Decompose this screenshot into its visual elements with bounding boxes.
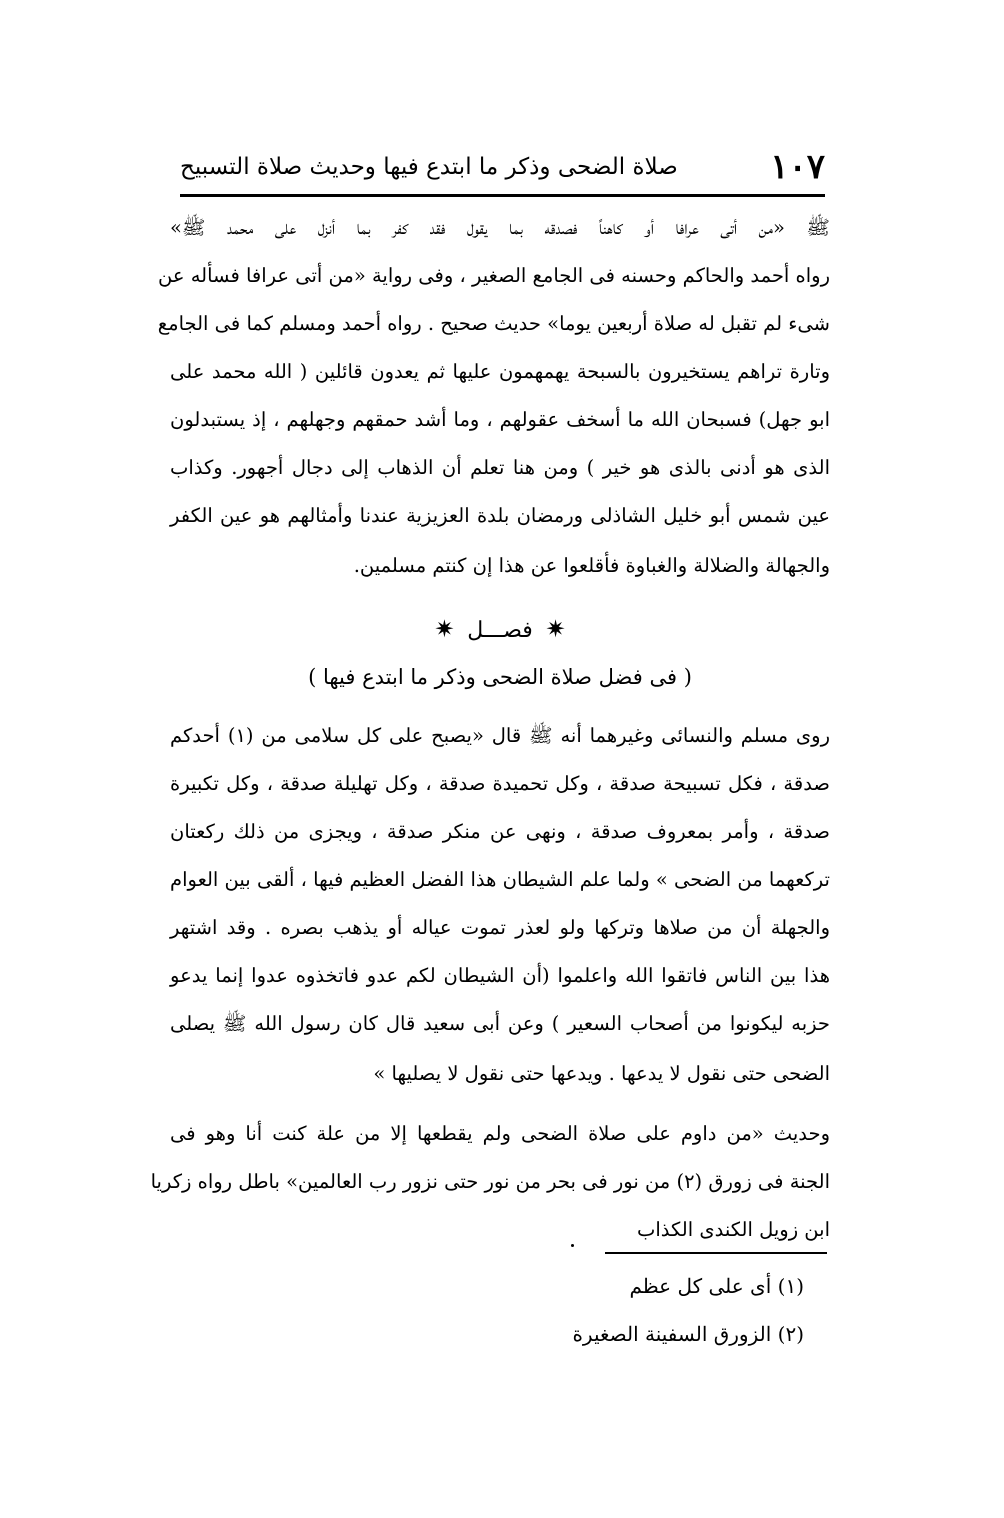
- fasl-label: فصـــل: [467, 618, 533, 643]
- text-line: ابو جهل) فسبحان الله ما أسخف عقولهم ، وما أشد حمقهم وجهلهم ، إذ يستبدلون: [170, 408, 830, 431]
- text-line: عين شمس أبو خليل الشاذلى ورمضان بلدة العزيزية عندنا وأمثالهم هو عين الكفر: [170, 504, 830, 527]
- text-line: شىء لم تقبل له صلاة أربعين يوما» حديث صحيح . رواه أحمد ومسلم كما فى الجامع: [157, 312, 830, 335]
- text-line: روى مسلم والنسائى وغيرهما أنه ﷺ قال «يصبح على كل سلامى من (١) أحدكم: [170, 724, 830, 747]
- ink-speck: [571, 1244, 574, 1247]
- fasl-heading: [170, 614, 830, 646]
- page-header: [180, 142, 825, 192]
- text-line: ﷺ «من أتى عرافا أو كاهناً فصدقه بما يقول فقد كفر بما أنزل على محمد ﷺ»: [170, 216, 830, 239]
- text-line: والجهلة أن من صلاها وتركها ولو لعذر تموت عياله أو يذهب بصره . وقد اشتهر: [170, 916, 830, 939]
- text-line: هذا بين الناس فاتقوا الله واعلموا (أن الشيطان لكم عدو فاتخذوه عدوا إنما يدعو: [170, 964, 830, 987]
- text-line: الذى هو أدنى بالذى هو خير ) ومن هنا تعلم أن الذهاب إلى دجال أجهور. وكذاب: [170, 456, 830, 479]
- text-line: الضحى حتى نقول لا يدعها . ويدعها حتى نقول لا يصليها »: [373, 1062, 830, 1085]
- section-title: ( فى فضل صلاة الضحى وذكر ما ابتدع فيها ): [308, 665, 692, 689]
- text-line: صدقة ، فكل تسبيحة صدقة ، وكل تحميدة صدقة ، وكل تهليلة صدقة ، وكل تكبيرة: [170, 772, 830, 795]
- running-title: صلاة الضحى وذكر ما ابتدع فيها وحديث صلاة التسبيح: [180, 154, 678, 180]
- text-line: رواه أحمد والحاكم وحسنه فى الجامع الصغير ، وفى رواية «من أتى عرافا فسأله عن: [158, 264, 830, 287]
- header-rule: [180, 194, 825, 197]
- text-line: صدقة ، وأمر بمعروف صدقة ، ونهى عن منكر صدقة ، ويجزى من ذلك ركعتان: [170, 820, 830, 843]
- page-number: ١٠٧: [770, 147, 825, 187]
- text-line: وحديث «من داوم على صلاة الضحى ولم يقطعها إلا من علة كنت أنا وهو فى: [170, 1122, 830, 1145]
- footnote: (٢) الزورق السفينة الصغيرة: [572, 1322, 804, 1346]
- text-line: وتارة تراهم يستخيرون بالسبحة يهمهمون عليها ثم يعدون قائلين ( الله محمد على: [170, 360, 830, 383]
- text-line: ابن زويل الكندى الكذاب: [637, 1218, 830, 1241]
- text-line: والجهالة والضلالة والغباوة فأقلعوا عن هذا إن كنتم مسلمين.: [353, 554, 830, 577]
- star-ornament-icon: ✷: [434, 615, 455, 643]
- text-line: تركعهما من الضحى » ولما علم الشيطان هذا الفضل العظيم فيها ، ألقى بين العوام: [170, 868, 830, 891]
- text-line: حزبه ليكونوا من أصحاب السعير ) وعن أبى سعيد قال كان رسول الله ﷺ يصلى: [170, 1012, 830, 1035]
- text-line: الجنة فى زورق (٢) من نور فى بحر من نور حتى نزور رب العالمين» باطل رواه زكريا: [150, 1170, 830, 1193]
- footnote: (١) أى على كل عظم: [629, 1274, 804, 1298]
- star-ornament-icon: ✷: [545, 615, 566, 643]
- footnote-rule: [605, 1252, 827, 1254]
